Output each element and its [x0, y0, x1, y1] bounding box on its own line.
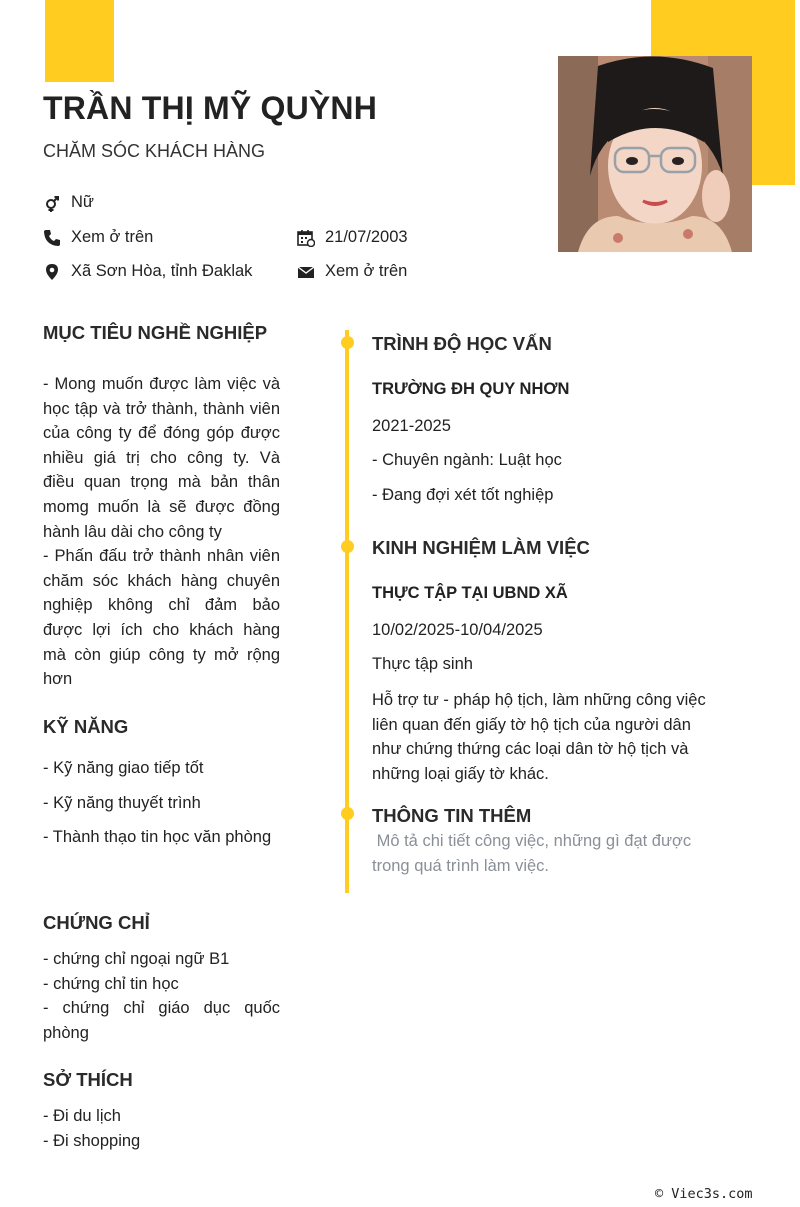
list-item: - Đi shopping — [43, 1131, 141, 1150]
additional-title: THÔNG TIN THÊM — [372, 805, 532, 826]
certificates-title: CHỨNG CHỈ — [43, 912, 150, 933]
list-item: - Kỹ năng thuyết trình — [43, 793, 201, 812]
profile-photo — [558, 56, 752, 252]
list-item: - chứng chỉ ngoại ngữ B1 — [43, 950, 230, 968]
certificates-list — [43, 947, 280, 1045]
objective-paragraph: - Phấn đấu trở thành nhân viên chăm sóc khách hàng chuyên nghiệp không chỉ đảm bảo được lợi ích cho khách hàng mà còn giúp công ty mở rộng hơn — [43, 547, 280, 689]
objective-title: MỤC TIÊU NGHỀ NGHIỆP — [43, 322, 268, 343]
location-icon — [43, 263, 61, 281]
birthday-value: 21/07/2003 — [325, 228, 408, 246]
birthday-info — [297, 228, 408, 247]
email-value: Xem ở trên — [325, 262, 408, 280]
phone-info — [43, 228, 153, 247]
list-item: - Đi du lịch — [43, 1107, 121, 1125]
address-info — [43, 262, 252, 281]
timeline-dot — [341, 336, 354, 349]
accent-block-left — [45, 0, 114, 82]
job-title: CHĂM SÓC KHÁCH HÀNG — [43, 141, 266, 161]
calendar-icon — [297, 229, 315, 247]
watermark: © Viec3s.com — [655, 1186, 753, 1202]
timeline-dot — [341, 807, 354, 820]
list-item: - chứng chỉ tin học — [43, 974, 179, 993]
company-name: THỰC TẬP TẠI UBND XÃ — [372, 584, 568, 602]
candidate-name: TRẦN THỊ MỸ QUỲNH — [43, 90, 378, 126]
gender-info — [43, 193, 94, 212]
experience-role: Thực tập sinh — [372, 655, 473, 673]
experience-period: 10/02/2025-10/04/2025 — [372, 621, 543, 639]
experience-description: Hỗ trợ tư - pháp hộ tịch, làm những công việc liên quan đến giấy tờ hộ tịch của người dân như chứng thứng các loại dân tờ hộ tịch và những loại giấy tờ khác. — [372, 691, 706, 784]
education-major: - Chuyên ngành: Luật học — [372, 451, 562, 469]
education-title: TRÌNH ĐỘ HỌC VẤN — [372, 333, 552, 354]
objective-text — [43, 372, 280, 692]
list-item: - Thành thạo tin học văn phòng — [43, 828, 272, 847]
school-name: TRƯỜNG ĐH QUY NHƠN — [372, 380, 570, 398]
phone-value: Xem ở trên — [71, 228, 154, 246]
additional-text: Mô tả chi tiết công việc, những gì đạt được trong quá trình làm việc. — [372, 832, 696, 875]
skills-title: KỸ NĂNG — [43, 716, 129, 737]
gender-icon — [43, 194, 61, 212]
hobbies-title: SỞ THÍCH — [43, 1069, 133, 1090]
list-item: - Kỹ năng giao tiếp tốt — [43, 759, 204, 777]
gender-value: Nữ — [71, 193, 94, 211]
skills-list — [43, 756, 280, 850]
list-item: - chứng chỉ giáo dục quốc phòng — [43, 999, 280, 1042]
email-info — [297, 262, 407, 281]
objective-paragraph: - Mong muốn được làm việc và học tập và trở thành, thành viên của công ty để đóng góp được nhiều giá trị cho công ty. Và điều quan trọng mà bản thân momg muốn là sẽ được đồng hành lâu dài cho công ty — [43, 375, 280, 541]
education-status: - Đang đợi xét tốt nghiệp — [372, 486, 554, 504]
phone-icon — [43, 229, 61, 247]
hobbies-list — [43, 1104, 280, 1153]
education-period: 2021-2025 — [372, 417, 451, 435]
mail-icon — [297, 263, 315, 281]
address-value: Xã Sơn Hòa, tỉnh Đaklak — [71, 262, 253, 280]
experience-title: KINH NGHIỆM LÀM VIỆC — [372, 537, 590, 558]
timeline-dot — [341, 540, 354, 553]
